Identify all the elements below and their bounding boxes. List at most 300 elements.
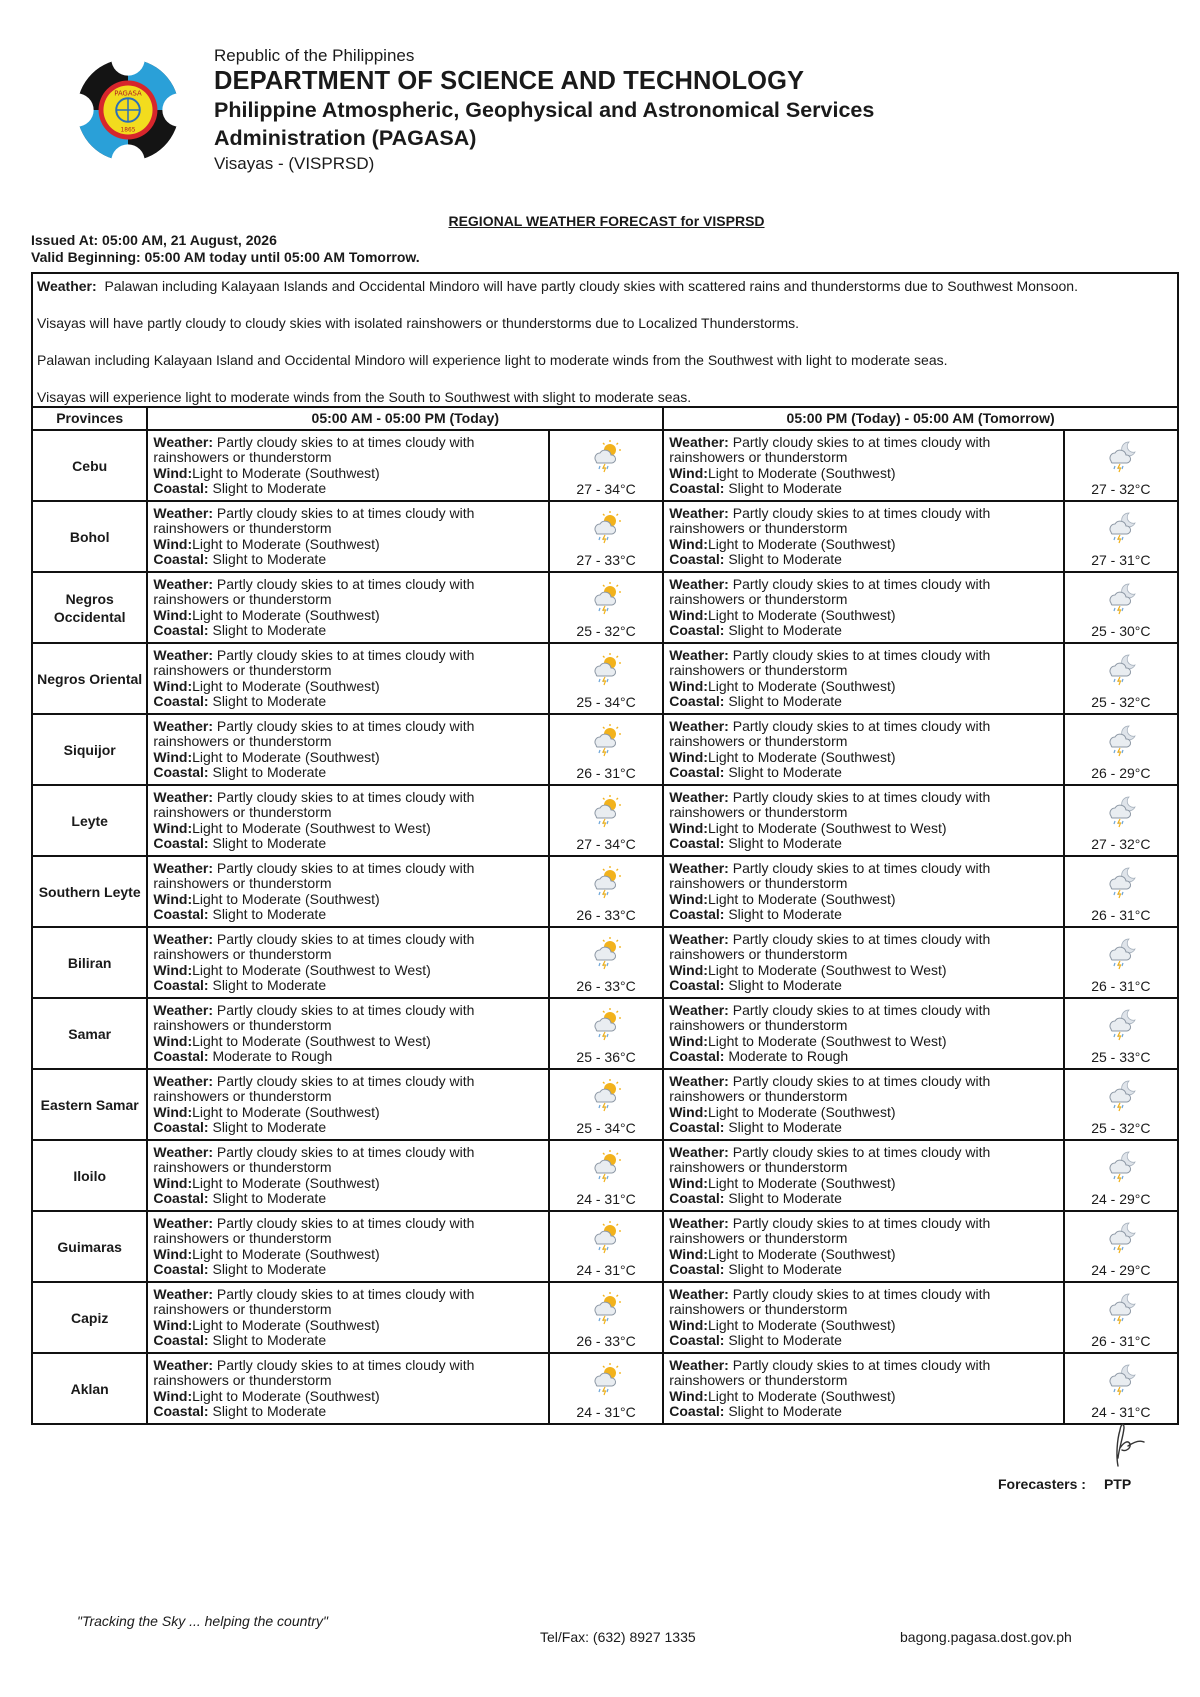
weather-text: Partly cloudy skies to at times cloudy with rainshowers or thunderstorm xyxy=(669,860,991,892)
province-name: Cebu xyxy=(32,430,147,501)
weather-text: Partly cloudy skies to at times cloudy with rainshowers or thunderstorm xyxy=(669,931,991,963)
forecast-details xyxy=(147,501,549,572)
coastal-label: Coastal: xyxy=(669,480,725,497)
day-forecast-icon-cell xyxy=(549,572,663,643)
wind-text: Light to Moderate (Southwest) xyxy=(707,464,896,481)
partly-cloudy-rain-icon xyxy=(590,1149,622,1183)
partly-cloudy-rain-icon xyxy=(590,1007,622,1041)
coastal-label: Coastal: xyxy=(153,1332,209,1349)
day-forecast-icon-cell xyxy=(549,927,663,998)
table-row xyxy=(32,501,1178,572)
day-temperature: 24 - 31°C xyxy=(576,1404,636,1420)
forecast-details xyxy=(663,572,1063,643)
coastal-label: Coastal: xyxy=(153,480,209,497)
wind-label: Wind: xyxy=(669,535,708,552)
wind-text: Light to Moderate (Southwest) xyxy=(192,606,380,623)
coastal-label: Coastal: xyxy=(669,1048,725,1065)
coastal-text: Slight to Moderate xyxy=(212,1190,327,1207)
wind-text: Light to Moderate (Southwest to West) xyxy=(707,819,947,836)
coastal-text: Slight to Moderate xyxy=(728,480,842,497)
partly-cloudy-rain-icon xyxy=(590,723,622,757)
night-temperature: 25 - 30°C xyxy=(1091,623,1151,639)
forecast-details xyxy=(663,430,1063,501)
night-forecast-icon-cell xyxy=(1064,998,1178,1069)
weather-line xyxy=(153,1287,544,1318)
weather-text: Partly cloudy skies to at times cloudy with rainshowers or thunderstorm xyxy=(153,647,475,679)
coastal-line xyxy=(153,836,544,851)
forecast-details xyxy=(663,1211,1063,1282)
forecast-details xyxy=(663,1140,1063,1211)
province-name: Negros Oriental xyxy=(32,643,147,714)
coastal-line xyxy=(153,1333,544,1348)
col-header-day: 05:00 AM - 05:00 PM (Today) xyxy=(147,407,663,430)
weather-text: Partly cloudy skies to at times cloudy with rainshowers or thunderstorm xyxy=(153,931,475,963)
forecast-details xyxy=(663,998,1063,1069)
night-temperature: 26 - 31°C xyxy=(1091,907,1151,923)
weather-label: Weather: xyxy=(669,576,729,592)
night-temperature: 25 - 32°C xyxy=(1091,1120,1151,1136)
partly-cloudy-rain-icon xyxy=(590,865,622,899)
coastal-label: Coastal: xyxy=(153,1048,209,1065)
coastal-line xyxy=(153,1120,544,1135)
weather-line xyxy=(669,1145,1058,1176)
letterhead-agency-abbr: Administration (PAGASA) xyxy=(214,126,477,150)
weather-label: Weather: xyxy=(153,789,214,805)
wind-text: Light to Moderate (Southwest) xyxy=(707,890,896,907)
wind-line xyxy=(669,466,1058,481)
coastal-line xyxy=(669,694,1058,709)
wind-label: Wind: xyxy=(153,1103,193,1120)
weather-line xyxy=(669,648,1058,679)
coastal-text: Slight to Moderate xyxy=(212,1119,327,1136)
forecast-details xyxy=(663,785,1063,856)
weather-line xyxy=(153,1003,544,1034)
weather-line xyxy=(153,861,544,892)
coastal-line xyxy=(153,1191,544,1206)
wind-line xyxy=(153,963,544,978)
coastal-label: Coastal: xyxy=(153,1119,209,1136)
wind-line xyxy=(669,1105,1058,1120)
province-name: Capiz xyxy=(32,1282,147,1353)
night-temperature: 26 - 29°C xyxy=(1091,765,1151,781)
night-cloudy-rain-icon xyxy=(1105,1220,1137,1254)
weather-text: Partly cloudy skies to at times cloudy with rainshowers or thunderstorm xyxy=(153,718,475,750)
coastal-line xyxy=(153,623,544,638)
weather-label: Weather: xyxy=(669,1073,729,1089)
wind-label: Wind: xyxy=(669,1103,708,1120)
coastal-label: Coastal: xyxy=(669,1190,725,1207)
weather-text: Partly cloudy skies to at times cloudy with rainshowers or thunderstorm xyxy=(153,1002,475,1034)
summary-text-1: Palawan including Kalayaan Islands and Occidental Mindoro will have partly cloudy skies with scattered rains and thunderstorms due to Southwest Monsoon. xyxy=(104,278,1078,294)
forecast-details xyxy=(147,643,549,714)
day-temperature: 25 - 34°C xyxy=(576,694,636,710)
wind-label: Wind: xyxy=(153,1387,193,1404)
weather-text: Partly cloudy skies to at times cloudy with rainshowers or thunderstorm xyxy=(153,789,475,821)
forecasters-initials: PTP xyxy=(1103,1476,1132,1492)
coastal-line xyxy=(669,1191,1058,1206)
coastal-line xyxy=(669,1262,1058,1277)
partly-cloudy-rain-icon xyxy=(590,1362,622,1396)
coastal-label: Coastal: xyxy=(669,906,725,923)
weather-text: Partly cloudy skies to at times cloudy with rainshowers or thunderstorm xyxy=(153,1073,475,1105)
document-title: REGIONAL WEATHER FORECAST for VISPRSD xyxy=(448,213,765,229)
coastal-label: Coastal: xyxy=(669,977,725,994)
day-temperature: 27 - 34°C xyxy=(576,836,636,852)
coastal-text: Moderate to Rough xyxy=(212,1048,333,1065)
province-name: Samar xyxy=(32,998,147,1069)
wind-text: Light to Moderate (Southwest) xyxy=(192,1174,380,1191)
website: bagong.pagasa.dost.gov.ph xyxy=(900,1629,1072,1645)
weather-line xyxy=(669,577,1058,608)
night-temperature: 27 - 32°C xyxy=(1091,481,1151,497)
coastal-text: Slight to Moderate xyxy=(728,1119,842,1136)
weather-line xyxy=(669,1287,1058,1318)
weather-label: Weather: xyxy=(669,789,729,805)
wind-label: Wind: xyxy=(153,606,193,623)
coastal-label: Coastal: xyxy=(669,622,725,639)
night-temperature: 25 - 33°C xyxy=(1091,1049,1151,1065)
night-temperature: 26 - 31°C xyxy=(1091,978,1151,994)
weather-text: Partly cloudy skies to at times cloudy with rainshowers or thunderstorm xyxy=(669,434,991,466)
weather-text: Partly cloudy skies to at times cloudy with rainshowers or thunderstorm xyxy=(153,1357,475,1389)
wind-text: Light to Moderate (Southwest) xyxy=(707,677,896,694)
col-header-night: 05:00 PM (Today) - 05:00 AM (Tomorrow) xyxy=(663,407,1178,430)
weather-line xyxy=(669,1358,1058,1389)
forecast-details xyxy=(663,1069,1063,1140)
summary-text-2: Visayas will have partly cloudy to cloudy skies with isolated rainshowers or thunderstorms due to Localized Thunderstorms. xyxy=(37,315,800,331)
weather-text: Partly cloudy skies to at times cloudy with rainshowers or thunderstorm xyxy=(669,576,991,608)
forecast-details xyxy=(147,1282,549,1353)
forecast-details xyxy=(147,998,549,1069)
coastal-label: Coastal: xyxy=(669,764,725,781)
weather-text: Partly cloudy skies to at times cloudy with rainshowers or thunderstorm xyxy=(669,1286,991,1318)
forecasters-line xyxy=(998,1476,1131,1492)
coastal-label: Coastal: xyxy=(669,1332,725,1349)
night-cloudy-rain-icon xyxy=(1105,1291,1137,1325)
wind-line xyxy=(153,679,544,694)
wind-line xyxy=(669,963,1058,978)
partly-cloudy-rain-icon xyxy=(590,1220,622,1254)
letterhead-region: Visayas - (VISPRSD) xyxy=(214,154,375,173)
forecast-details xyxy=(147,714,549,785)
summary-text-3: Palawan including Kalayaan Island and Occidental Mindoro will experience light to moderate winds from the Southwest with light to moderate seas. xyxy=(37,352,948,368)
coastal-line xyxy=(153,694,544,709)
table-row xyxy=(32,714,1178,785)
weather-label: Weather: xyxy=(669,718,729,734)
weather-text: Partly cloudy skies to at times cloudy with rainshowers or thunderstorm xyxy=(669,505,991,537)
night-cloudy-rain-icon xyxy=(1105,439,1137,473)
weather-label: Weather: xyxy=(669,505,729,521)
coastal-label: Coastal: xyxy=(669,693,725,710)
coastal-label: Coastal: xyxy=(153,1190,209,1207)
wind-line xyxy=(153,1318,544,1333)
valid-period: Valid Beginning: 05:00 AM today until 05:00 AM Tomorrow. xyxy=(31,249,420,265)
wind-label: Wind: xyxy=(669,748,708,765)
night-cloudy-rain-icon xyxy=(1105,936,1137,970)
wind-line xyxy=(669,1318,1058,1333)
night-temperature: 26 - 31°C xyxy=(1091,1333,1151,1349)
weather-text: Partly cloudy skies to at times cloudy with rainshowers or thunderstorm xyxy=(153,860,475,892)
night-temperature: 24 - 29°C xyxy=(1091,1262,1151,1278)
wind-label: Wind: xyxy=(669,464,708,481)
coastal-line xyxy=(153,481,544,496)
coastal-line xyxy=(669,836,1058,851)
coastal-text: Slight to Moderate xyxy=(728,906,842,923)
weather-label: Weather: xyxy=(153,647,214,663)
wind-text: Light to Moderate (Southwest) xyxy=(192,1316,380,1333)
coastal-text: Slight to Moderate xyxy=(728,977,842,994)
weather-text: Partly cloudy skies to at times cloudy with rainshowers or thunderstorm xyxy=(669,1215,991,1247)
weather-label: Weather: xyxy=(153,505,214,521)
wind-text: Light to Moderate (Southwest to West) xyxy=(707,961,947,978)
letterhead-department: DEPARTMENT OF SCIENCE AND TECHNOLOGY xyxy=(214,67,805,95)
night-cloudy-rain-icon xyxy=(1105,1078,1137,1112)
wind-text: Light to Moderate (Southwest) xyxy=(707,606,896,623)
day-forecast-icon-cell xyxy=(549,1282,663,1353)
night-temperature: 27 - 31°C xyxy=(1091,552,1151,568)
wind-line xyxy=(153,1247,544,1262)
forecast-table xyxy=(31,406,1179,1425)
coastal-label: Coastal: xyxy=(669,835,725,852)
coastal-text: Slight to Moderate xyxy=(728,1261,842,1278)
weather-line xyxy=(153,1358,544,1389)
forecaster-signature xyxy=(1104,1418,1148,1470)
weather-line xyxy=(669,435,1058,466)
wind-line xyxy=(153,750,544,765)
col-header-provinces: Provinces xyxy=(32,407,147,430)
wind-label: Wind: xyxy=(153,464,193,481)
coastal-text: Slight to Moderate xyxy=(212,835,327,852)
wind-line xyxy=(669,750,1058,765)
forecast-details xyxy=(147,1211,549,1282)
night-cloudy-rain-icon xyxy=(1105,1007,1137,1041)
weather-line xyxy=(153,1216,544,1247)
forecast-details xyxy=(147,785,549,856)
weather-line xyxy=(153,1074,544,1105)
weather-label: Weather: xyxy=(669,860,729,876)
coastal-line xyxy=(669,623,1058,638)
wind-line xyxy=(153,1176,544,1191)
coastal-line xyxy=(669,1333,1058,1348)
weather-text: Partly cloudy skies to at times cloudy with rainshowers or thunderstorm xyxy=(669,789,991,821)
wind-line xyxy=(153,466,544,481)
coastal-text: Slight to Moderate xyxy=(212,693,327,710)
weather-label: Weather: xyxy=(153,1144,214,1160)
issue-info xyxy=(31,232,420,266)
night-forecast-icon-cell xyxy=(1064,1211,1178,1282)
wind-line xyxy=(153,1389,544,1404)
night-forecast-icon-cell xyxy=(1064,785,1178,856)
coastal-label: Coastal: xyxy=(153,1261,209,1278)
province-name: Aklan xyxy=(32,1353,147,1424)
forecast-details xyxy=(147,1140,549,1211)
summary-weather-label: Weather: xyxy=(37,278,97,294)
wind-text: Light to Moderate (Southwest) xyxy=(192,464,380,481)
wind-label: Wind: xyxy=(153,1174,193,1191)
table-row xyxy=(32,1353,1178,1424)
weather-line xyxy=(669,719,1058,750)
coastal-line xyxy=(669,765,1058,780)
night-temperature: 27 - 32°C xyxy=(1091,836,1151,852)
letterhead-agency: Philippine Atmospheric, Geophysical and Astronomical Services xyxy=(214,98,875,122)
coastal-text: Slight to Moderate xyxy=(212,480,327,497)
table-row xyxy=(32,1069,1178,1140)
weather-text: Partly cloudy skies to at times cloudy with rainshowers or thunderstorm xyxy=(669,1073,991,1105)
weather-line xyxy=(669,506,1058,537)
coastal-text: Slight to Moderate xyxy=(212,1332,327,1349)
table-row xyxy=(32,643,1178,714)
partly-cloudy-rain-icon xyxy=(590,794,622,828)
night-temperature: 24 - 29°C xyxy=(1091,1191,1151,1207)
day-forecast-icon-cell xyxy=(549,998,663,1069)
partly-cloudy-rain-icon xyxy=(590,1078,622,1112)
night-forecast-icon-cell xyxy=(1064,714,1178,785)
weather-text: Partly cloudy skies to at times cloudy with rainshowers or thunderstorm xyxy=(669,1144,991,1176)
day-forecast-icon-cell xyxy=(549,714,663,785)
night-cloudy-rain-icon xyxy=(1105,723,1137,757)
forecast-details xyxy=(663,856,1063,927)
wind-label: Wind: xyxy=(669,890,708,907)
coastal-text: Slight to Moderate xyxy=(212,1403,327,1420)
wind-text: Light to Moderate (Southwest) xyxy=(192,677,380,694)
issued-at: Issued At: 05:00 AM, 21 August, 2026 xyxy=(31,232,277,248)
coastal-line xyxy=(669,978,1058,993)
weather-label: Weather: xyxy=(669,1002,729,1018)
summary-text-4: Visayas will experience light to moderate winds from the South to Southwest with slight to moderate seas. xyxy=(37,389,692,405)
weather-line xyxy=(669,790,1058,821)
coastal-text: Slight to Moderate xyxy=(728,1190,842,1207)
wind-line xyxy=(153,608,544,623)
wind-label: Wind: xyxy=(153,535,193,552)
day-temperature: 25 - 34°C xyxy=(576,1120,636,1136)
day-forecast-icon-cell xyxy=(549,643,663,714)
table-row xyxy=(32,1140,1178,1211)
coastal-label: Coastal: xyxy=(153,764,209,781)
weather-label: Weather: xyxy=(153,718,214,734)
wind-text: Light to Moderate (Southwest) xyxy=(192,535,380,552)
wind-text: Light to Moderate (Southwest) xyxy=(707,748,896,765)
partly-cloudy-rain-icon xyxy=(590,652,622,686)
weather-label: Weather: xyxy=(153,860,214,876)
coastal-line xyxy=(669,1404,1058,1419)
weather-line xyxy=(669,932,1058,963)
wind-text: Light to Moderate (Southwest) xyxy=(192,890,380,907)
day-temperature: 24 - 31°C xyxy=(576,1191,636,1207)
wind-text: Light to Moderate (Southwest) xyxy=(707,1103,896,1120)
coastal-text: Slight to Moderate xyxy=(212,551,327,568)
day-temperature: 25 - 36°C xyxy=(576,1049,636,1065)
province-name: Iloilo xyxy=(32,1140,147,1211)
weather-text: Partly cloudy skies to at times cloudy with rainshowers or thunderstorm xyxy=(669,647,991,679)
weather-line xyxy=(153,790,544,821)
wind-line xyxy=(153,892,544,907)
province-name: Leyte xyxy=(32,785,147,856)
night-forecast-icon-cell xyxy=(1064,1069,1178,1140)
table-row xyxy=(32,998,1178,1069)
province-name: Bohol xyxy=(32,501,147,572)
weather-summary xyxy=(31,272,1179,406)
wind-label: Wind: xyxy=(153,1316,193,1333)
weather-text: Partly cloudy skies to at times cloudy with rainshowers or thunderstorm xyxy=(153,1215,475,1247)
wind-text: Light to Moderate (Southwest) xyxy=(707,1174,896,1191)
wind-text: Light to Moderate (Southwest to West) xyxy=(707,1032,947,1049)
wind-line xyxy=(669,821,1058,836)
day-temperature: 26 - 31°C xyxy=(576,765,636,781)
wind-line xyxy=(669,892,1058,907)
weather-label: Weather: xyxy=(669,1286,729,1302)
weather-label: Weather: xyxy=(153,1215,214,1231)
wind-text: Light to Moderate (Southwest) xyxy=(192,1103,380,1120)
wind-line xyxy=(153,821,544,836)
forecast-details xyxy=(147,572,549,643)
coastal-line xyxy=(669,1120,1058,1135)
day-temperature: 25 - 32°C xyxy=(576,623,636,639)
coastal-line xyxy=(153,1404,544,1419)
wind-text: Light to Moderate (Southwest) xyxy=(192,748,380,765)
night-cloudy-rain-icon xyxy=(1105,1362,1137,1396)
night-forecast-icon-cell xyxy=(1064,856,1178,927)
table-row xyxy=(32,856,1178,927)
forecast-details xyxy=(147,856,549,927)
day-temperature: 27 - 34°C xyxy=(576,481,636,497)
weather-label: Weather: xyxy=(669,1144,729,1160)
table-row xyxy=(32,785,1178,856)
weather-line xyxy=(669,1003,1058,1034)
wind-text: Light to Moderate (Southwest) xyxy=(707,1316,896,1333)
wind-line xyxy=(153,1034,544,1049)
forecast-details xyxy=(147,430,549,501)
wind-label: Wind: xyxy=(669,1032,708,1049)
day-forecast-icon-cell xyxy=(549,1069,663,1140)
night-cloudy-rain-icon xyxy=(1105,652,1137,686)
night-cloudy-rain-icon xyxy=(1105,581,1137,615)
coastal-text: Slight to Moderate xyxy=(728,551,842,568)
tagline: "Tracking the Sky ... helping the country" xyxy=(77,1613,328,1629)
letterhead xyxy=(214,46,874,174)
coastal-text: Slight to Moderate xyxy=(728,622,842,639)
coastal-line xyxy=(153,978,544,993)
coastal-line xyxy=(153,907,544,922)
letterhead-country: Republic of the Philippines xyxy=(214,46,415,65)
telephone: Tel/Fax: (632) 8927 1335 xyxy=(540,1629,696,1645)
day-temperature: 26 - 33°C xyxy=(576,1333,636,1349)
partly-cloudy-rain-icon xyxy=(590,439,622,473)
coastal-text: Slight to Moderate xyxy=(728,1332,842,1349)
weather-line xyxy=(153,648,544,679)
weather-text: Partly cloudy skies to at times cloudy with rainshowers or thunderstorm xyxy=(153,434,475,466)
forecasters-label: Forecasters : xyxy=(998,1476,1086,1492)
day-temperature: 27 - 33°C xyxy=(576,552,636,568)
night-cloudy-rain-icon xyxy=(1105,1149,1137,1183)
summary-paragraph xyxy=(37,277,1173,296)
weather-line xyxy=(153,719,544,750)
night-forecast-icon-cell xyxy=(1064,501,1178,572)
night-forecast-icon-cell xyxy=(1064,572,1178,643)
coastal-text: Slight to Moderate xyxy=(728,1403,842,1420)
table-row xyxy=(32,430,1178,501)
weather-line xyxy=(153,932,544,963)
night-cloudy-rain-icon xyxy=(1105,510,1137,544)
day-forecast-icon-cell xyxy=(549,856,663,927)
weather-text: Partly cloudy skies to at times cloudy with rainshowers or thunderstorm xyxy=(153,1144,475,1176)
coastal-label: Coastal: xyxy=(669,1119,725,1136)
forecast-details xyxy=(663,1282,1063,1353)
wind-label: Wind: xyxy=(669,677,708,694)
wind-label: Wind: xyxy=(669,1174,708,1191)
day-temperature: 24 - 31°C xyxy=(576,1262,636,1278)
coastal-label: Coastal: xyxy=(153,551,209,568)
wind-text: Light to Moderate (Southwest to West) xyxy=(192,961,431,978)
